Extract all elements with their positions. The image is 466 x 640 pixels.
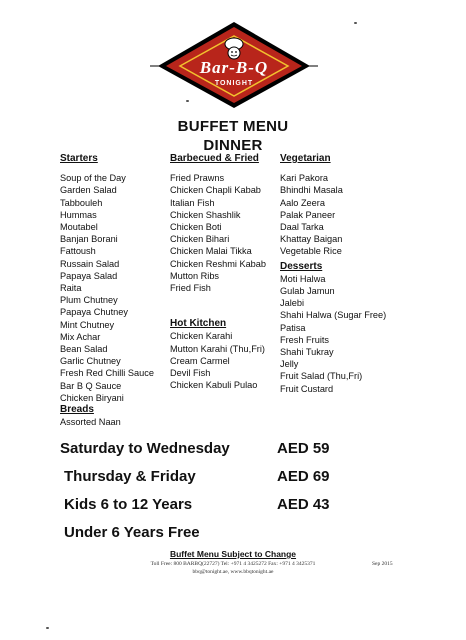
menu-item: Fresh Fruits	[280, 334, 330, 345]
menu-item: Moti Halwa	[280, 273, 326, 284]
menu-item: Mutton Karahi (Thu,Fri)	[170, 343, 265, 354]
logo-name: Bar-B-Q	[199, 58, 269, 77]
menu-item: Banjan Borani	[60, 234, 118, 245]
menu-item: Mutton Ribs	[170, 270, 220, 281]
menu-subtitle: DINNER	[203, 137, 263, 154]
price-value: AED 59	[277, 440, 330, 457]
menu-item: Chicken Boti	[170, 222, 222, 233]
menu-item: Chicken Bihari	[170, 234, 230, 245]
menu-item: Tabbouleh	[60, 197, 103, 208]
menu-item: Soup of the Day	[60, 173, 126, 184]
price-label: Under 6 Years Free	[64, 524, 200, 541]
menu-item: Hummas	[60, 209, 97, 220]
footer-title: Buffet Menu Subject to Change	[169, 549, 297, 559]
scan-speck	[46, 627, 49, 629]
barbecued-heading: Barbecued & Fried	[170, 153, 259, 164]
starters-heading: Starters	[60, 153, 98, 164]
menu-item: Fattoush	[60, 246, 96, 257]
menu-item: Shahi Tukray	[280, 347, 334, 358]
menu-item: Papaya Salad	[60, 270, 118, 281]
vegetarian-column	[280, 153, 386, 395]
menu-item: Palak Paneer	[280, 209, 336, 220]
bar-b-q-logo	[150, 18, 318, 110]
menu-item: Aalo Zeera	[280, 197, 325, 208]
menu-item: Chicken Reshmi Kabab	[170, 258, 267, 269]
menu-item: Chicken Biryani	[60, 392, 124, 403]
menu-item: Fruit Salad (Thu,Fri)	[280, 371, 363, 382]
desserts-heading: Desserts	[280, 260, 323, 272]
menu-item: Chicken Kabuli Pulao	[170, 380, 258, 391]
starters-column	[60, 153, 154, 428]
vegetarian-heading: Vegetarian	[280, 153, 331, 164]
menu-item: Fruit Custard	[280, 383, 334, 394]
barbecued-column	[170, 153, 266, 391]
menu-item: Daal Tarka	[280, 222, 324, 233]
menu-item: Gulab Jamun	[280, 286, 335, 297]
menu-item: Mint Chutney	[60, 319, 115, 330]
logo-tagline: TONIGHT	[214, 80, 254, 87]
menu-item: Garlic Chutney	[60, 356, 121, 367]
footer-date: Sep 2015	[372, 561, 393, 567]
menu-item: Garden Salad	[60, 185, 117, 196]
menu-item: Mix Achar	[60, 331, 101, 342]
menu-item: Shahi Halwa (Sugar Free)	[280, 310, 387, 321]
scan-speck	[354, 22, 357, 24]
footer-web: bbq@tonight.ae, www.bbqtonight.ae	[192, 569, 274, 575]
price-value: AED 69	[277, 468, 330, 485]
menu-item: Bean Salad	[60, 344, 108, 355]
scan-speck	[186, 100, 189, 102]
menu-item: Cream Carmel	[170, 355, 230, 366]
menu-item: Raita	[60, 283, 82, 294]
menu-item: Moutabel	[60, 222, 98, 233]
menu-item: Chicken Malai Tikka	[170, 246, 252, 257]
menu-item: Chicken Chapli Kabab	[170, 185, 261, 196]
menu-title: BUFFET MENU	[177, 118, 289, 135]
menu-item: Devil Fish	[170, 368, 211, 379]
menu-item: Plum Chutney	[60, 295, 118, 306]
price-label: Kids 6 to 12 Years	[64, 496, 193, 513]
menu-item: Fried Prawns	[170, 173, 225, 184]
menu-item: Russain Salad	[60, 258, 120, 269]
menu-item: Vegetable Rice	[280, 246, 342, 257]
menu-item: Papaya Chutney	[60, 307, 128, 318]
menu-item: Assorted Naan	[60, 417, 121, 428]
menu-item: Jelly	[280, 359, 299, 370]
price-label: Thursday & Friday	[64, 468, 196, 485]
menu-item: Bar B Q Sauce	[60, 380, 122, 391]
menu-item: Kari Pakora	[280, 173, 329, 184]
menu-item: Bhindhi Masala	[280, 185, 343, 196]
footer-contact: Toll Free: 800 BARBQ(22727) Tel: +971 4 3425272 Fax: +971 4 3425371	[150, 561, 316, 567]
menu-item: Patisa	[280, 322, 306, 333]
menu-item: Fried Fish	[170, 283, 211, 294]
menu-item: Chicken Shashlik	[170, 209, 241, 220]
menu-item: Chicken Karahi	[170, 331, 233, 342]
price-label: Saturday to Wednesday	[60, 440, 230, 457]
price-value: AED 43	[277, 496, 330, 513]
breads-heading: Breads	[60, 404, 94, 416]
menu-item: Khattay Baigan	[280, 234, 343, 245]
menu-item: Fresh Red Chilli Sauce	[60, 368, 154, 379]
hot-kitchen-heading: Hot Kitchen	[170, 318, 227, 330]
menu-item: Jalebi	[280, 298, 305, 309]
menu-item: Italian Fish	[170, 197, 215, 208]
